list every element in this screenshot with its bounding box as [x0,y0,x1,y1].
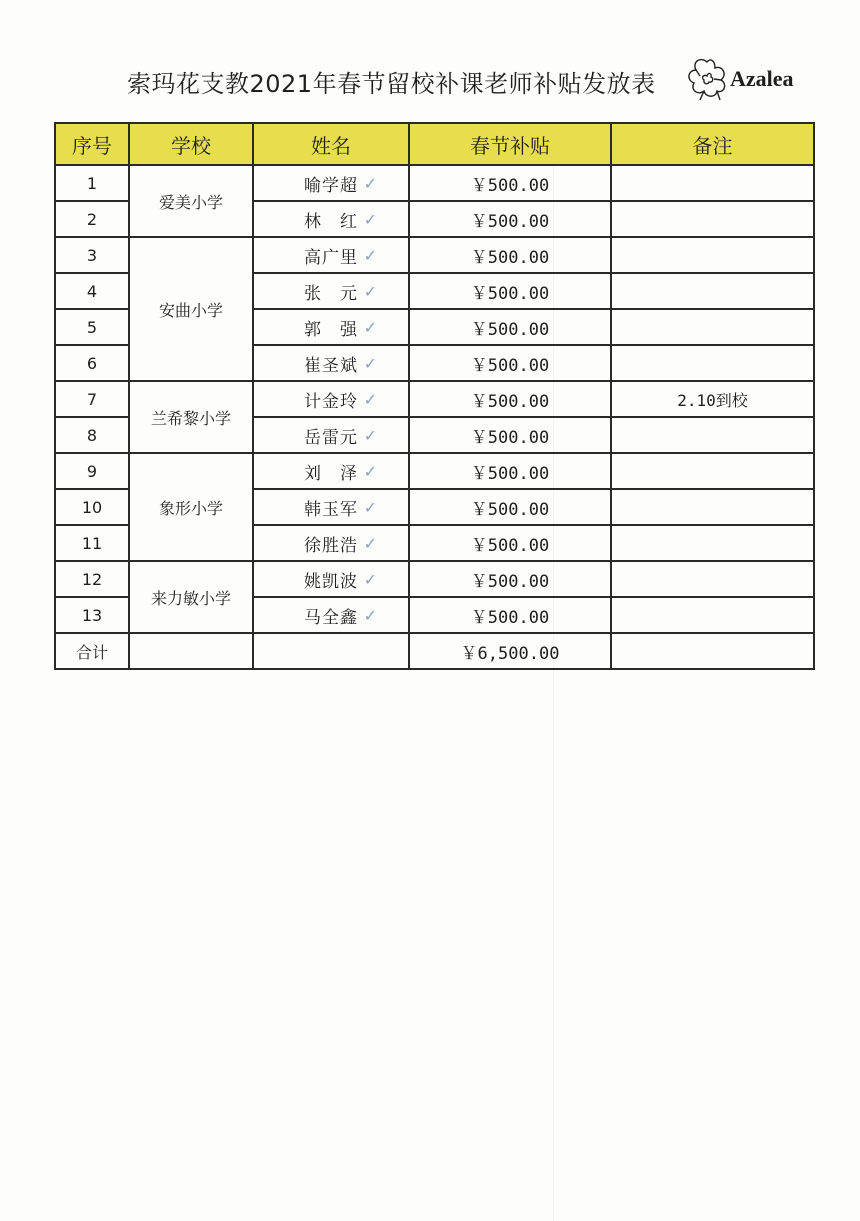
amount-cell: ￥500.00 [409,237,611,273]
seq-cell: 4 [55,273,129,309]
name-cell [253,237,409,273]
note-cell [611,201,814,237]
seq-cell: 11 [55,525,129,561]
column-header-name: 姓名 [253,123,409,165]
check-mark-icon: ✓ [363,534,378,553]
column-header-seq: 序号 [55,123,129,165]
teacher-name: 岳雷元 [304,427,358,448]
teacher-name: 崔圣斌 [304,355,358,376]
name-cell [253,561,409,597]
check-mark-icon: ✓ [363,318,378,337]
name-cell [253,165,409,201]
note-cell [611,525,814,561]
check-mark-icon: ✓ [363,606,378,625]
column-header-school: 学校 [129,123,253,165]
azalea-flower-icon [686,56,728,102]
column-header-note: 备注 [611,123,814,165]
table-row [55,237,814,273]
check-mark-icon: ✓ [363,210,378,229]
total-row [55,633,814,669]
check-mark-icon: ✓ [363,570,378,589]
azalea-logo [686,56,816,102]
table-row [55,381,814,417]
name-cell [253,525,409,561]
note-cell [611,237,814,273]
name-cell [253,201,409,237]
amount-cell: ￥500.00 [409,201,611,237]
teacher-name: 徐胜浩 [304,535,358,556]
check-mark-icon: ✓ [363,498,378,517]
school-cell: 象形小学 [129,453,253,561]
seq-cell: 2 [55,201,129,237]
seq-cell: 1 [55,165,129,201]
check-mark-icon: ✓ [363,246,378,265]
amount-cell: ￥500.00 [409,345,611,381]
seq-cell: 5 [55,309,129,345]
total-note-cell [611,633,814,669]
school-cell: 兰希黎小学 [129,381,253,453]
name-cell [253,381,409,417]
teacher-name: 刘 泽 [304,463,358,484]
subsidy-table [54,122,815,670]
name-cell [253,273,409,309]
total-school-cell [129,633,253,669]
check-mark-icon: ✓ [363,390,378,409]
teacher-name: 计金玲 [304,391,358,412]
seq-cell: 10 [55,489,129,525]
amount-cell: ￥500.00 [409,489,611,525]
teacher-name: 林 红 [304,211,358,232]
name-cell [253,345,409,381]
name-cell [253,309,409,345]
seq-cell: 12 [55,561,129,597]
amount-cell: ￥500.00 [409,597,611,633]
check-mark-icon: ✓ [363,174,378,193]
note-cell [611,561,814,597]
amount-cell: ￥500.00 [409,273,611,309]
name-cell [253,597,409,633]
total-name-cell [253,633,409,669]
seq-cell: 13 [55,597,129,633]
total-label-cell: 合计 [55,633,129,669]
table-header-row [55,123,814,165]
amount-cell: ￥500.00 [409,525,611,561]
column-header-subsidy: 春节补贴 [409,123,611,165]
check-mark-icon: ✓ [363,462,378,481]
table-row [55,561,814,597]
teacher-name: 姚凯波 [304,571,358,592]
school-cell: 来力敏小学 [129,561,253,633]
note-cell [611,489,814,525]
amount-cell: ￥500.00 [409,381,611,417]
school-cell: 爱美小学 [129,165,253,237]
seq-cell: 8 [55,417,129,453]
document-header [0,56,860,106]
seq-cell: 9 [55,453,129,489]
note-cell [611,417,814,453]
teacher-name: 马全鑫 [304,607,358,628]
check-mark-icon: ✓ [363,426,378,445]
note-cell [611,597,814,633]
amount-cell: ￥500.00 [409,453,611,489]
seq-cell: 3 [55,237,129,273]
teacher-name: 郭 强 [304,319,358,340]
total-amount-cell: ￥6,500.00 [409,633,611,669]
note-cell [611,345,814,381]
teacher-name: 张 元 [304,283,358,304]
check-mark-icon: ✓ [363,354,378,373]
name-cell [253,489,409,525]
amount-cell: ￥500.00 [409,165,611,201]
amount-cell: ￥500.00 [409,309,611,345]
note-cell: 2.10到校 [611,381,814,417]
school-cell: 安曲小学 [129,237,253,381]
teacher-name: 韩玉军 [304,499,358,520]
note-cell [611,309,814,345]
check-mark-icon: ✓ [363,282,378,301]
amount-cell: ￥500.00 [409,561,611,597]
seq-cell: 6 [55,345,129,381]
logo-text: Azalea [730,66,794,91]
teacher-name: 喻学超 [304,175,358,196]
name-cell [253,417,409,453]
note-cell [611,453,814,489]
teacher-name: 高广里 [304,247,358,268]
table-row [55,165,814,201]
note-cell [611,273,814,309]
name-cell [253,453,409,489]
table-row [55,453,814,489]
seq-cell: 7 [55,381,129,417]
document-title: 索玛花支教2021年春节留校补课老师补贴发放表 [127,70,656,98]
note-cell [611,165,814,201]
amount-cell: ￥500.00 [409,417,611,453]
